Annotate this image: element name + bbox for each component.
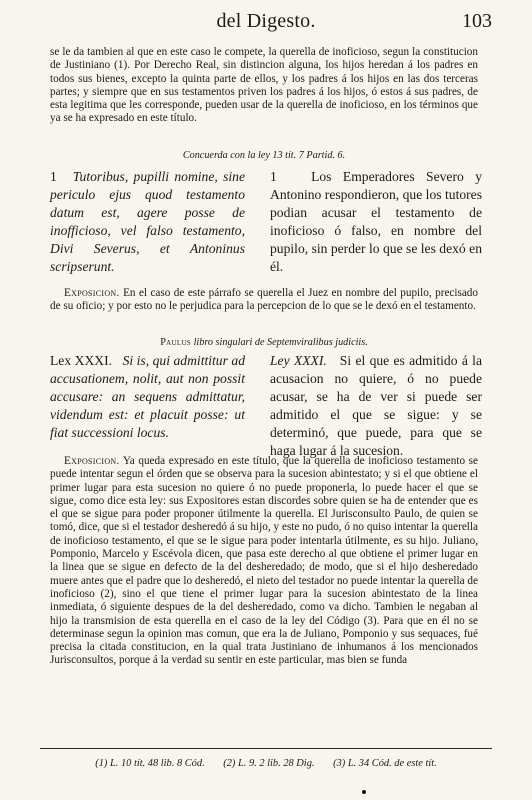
exposition-2-label: Exposicion. [64,455,120,467]
running-head [0,10,532,40]
concordance-note: Concuerda con la ley 13 tít. 7 Partid. 6. [182,150,346,161]
exposition-2-text [50,455,478,668]
spanish-text-2 [270,352,482,460]
footnote-1: (1) L. 10 tít. 48 lib. 8 Cód. [95,758,205,769]
latin-text-1 [50,168,245,276]
exposition-1 [50,287,478,314]
source-author: Paulus [160,337,192,348]
source-work: libro singulari de Septemviralibus judiciis. [193,337,368,348]
section-2 [50,352,482,458]
source-citation [50,337,478,348]
spanish-column [270,168,482,276]
spanish-body-1: Los Emperadores Severo y Antonino respondieron, que los tutores podian acusar el testamento de inoficioso ó falso, en nombre del pupilo, sin perder lo que se les dexó en él. [270,169,482,274]
page-number: 103 [462,10,492,32]
exposition-1-text [50,287,478,314]
ink-spot [362,790,366,794]
latin-text-2 [50,352,245,442]
footnote-rule [40,748,492,749]
spanish-text-1 [270,168,482,276]
footnote-3: (3) L. 34 Cód. de este tít. [333,758,437,769]
exposition-1-body: En el caso de este párrafo se querella el Juez en nombre del pupilo, precisado de su oficio; y por esto no le perjudica para la percepcion de lo que se le dexó en el testamento. [50,287,478,313]
latin-body-2: Si is, qui admittitur ad accusationem, nolit, aut non possit accusare: an sequens admittatur, videndum est: et placuit posse: ut fiat successioni locus. [50,353,245,440]
spanish-lex-2: Ley XXXI. [270,353,327,368]
spanish-number-1: 1 [270,169,277,184]
latin-column-2 [50,352,245,442]
spanish-body-2: Si el que es admitido á la acusacion no quiere, ó no puede acusar, se ha de ver si puede ser admitido el que se sigue: y se determinó, que puede, para que se haga lugar á la sucesion. [270,353,482,458]
exposition-1-label: Exposicion. [64,287,120,299]
latin-lex-2: Lex XXXI. [50,353,113,368]
section-1 [50,168,482,278]
running-title: del Digesto. [216,10,316,32]
footnote-2: (2) L. 9. 2 lib. 28 Dig. [223,758,315,769]
latin-column [50,168,245,276]
intro-paragraph [50,46,478,126]
intro-text: se le da tambien al que en este caso le compete, la querella de inoficioso, segun la constitucion de Justiniano (1). Por Derecho Real, sin distincion alguna, los hijos heredan á los padres en todos sus bienes, excepto la quinta parte de ellos, y los padres á los hijos en las dos terceras partes; y siempre que en sus testamentos priven los padres á los hijos, ó estos á sus padres, de esta legitima que les corresponde, pueden usar de la querella de inoficioso, en los términos que ya se ha expresado en este título. [50,46,478,125]
exposition-2-body: Ya queda expresado en este título, que la querella de inoficioso testamento se puede intentar segun el órden que se observa para la sucesion abintestato; y si el que obtiene el primer lugar para esta sucesion no quiere ó no puede proponerla, lo puede hacer el que se sigue, como dice esta ley: sus Expositores estan discordes sobre quien se ha de entender que es el que se sigue para poder proponer útilmente la querella. El Jurisconsulto Paulo, de quien se tomó, dice, que si el testador desheredó á su hijo, y este no pudo, ó no quiso intentar la querella de inoficioso testamento, el que se le sigue para poder intentarla útilmente, es su hijo. Juliano, Pomponio, Marcelo y Escévola dicen, que pasa este derecho al que obtiene el primer lugar en la linea que se sigue en defecto de la del desheredado; de modo, que si el hijo desheredado muere antes que el padre que lo desheredó, el nieto del testador no puede intentar la querella de inoficioso (2), sino el que tiene el primer lugar para la sucesion abintestato de la linea inmediata, ó siguiente despues de la del desheredado, como va dicho. Tambien le negaban al hijo la transmision de esta querella en el caso de la ley del Código (3). Para que en él no se determinase segun la opinion mas comun, que era la de Juliano, Pomponio y sus sequaces, fué precisa la citada constitucion, en la qual trata Justiniano de inhumanos á los mencionados Jurisconsultos, porque á la verdad su sentir en este particular, mas bien se funda [50,455,478,667]
spanish-column-2 [270,352,482,460]
footnotes [40,758,492,769]
exposition-2 [50,455,478,668]
latin-number-1: 1 [50,169,57,184]
latin-body-1: Tutoribus, pupilli nomine, sine periculo ejus quod testamento datum est, agere posse de inofficioso, vel falso testamento, Divi Severus, et Antoninus scripserunt. [50,169,245,274]
